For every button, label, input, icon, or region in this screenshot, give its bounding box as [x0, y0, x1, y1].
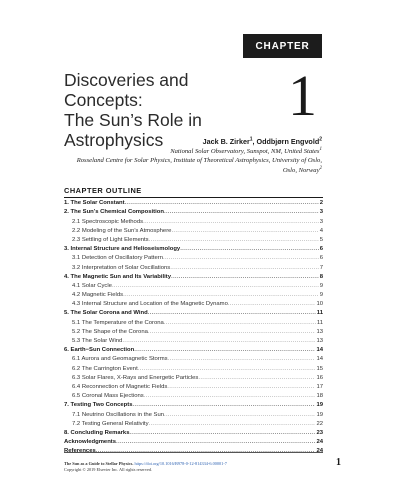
toc-entry[interactable] — [64, 308, 323, 317]
toc-entry[interactable] — [64, 363, 323, 372]
toc-entry-page: 14 — [316, 347, 323, 354]
toc-entry-label: 5.1 The Temperature of the Corona — [72, 319, 164, 326]
page-number: 1 — [336, 457, 341, 468]
toc-entry-label: 4. The Magnetic Sun and Its Variability — [64, 273, 172, 280]
toc-entry-page: 11 — [316, 319, 323, 326]
toc-leader-dots — [163, 255, 319, 262]
toc-entry-page: 3 — [319, 209, 323, 216]
toc-entry-page: 8 — [319, 273, 323, 280]
toc-leader-dots — [116, 439, 315, 446]
toc-entry-page: 16 — [316, 374, 323, 381]
toc-entry-label: 6.4 Reconnection of Magnetic Fields — [72, 383, 168, 390]
toc-entry-page: 6 — [319, 255, 323, 262]
toc-entry[interactable] — [64, 235, 323, 244]
chapter-title-line: Discoveries and Concepts: — [64, 70, 189, 110]
affiliation — [170, 147, 322, 156]
toc-entry-label: 6.3 Solar Flares, X-Rays and Energetic Particles — [72, 374, 199, 381]
toc-entry[interactable] — [64, 373, 323, 382]
toc-leader-dots — [228, 301, 316, 308]
toc-entry[interactable] — [64, 382, 323, 391]
toc-leader-dots — [143, 219, 319, 226]
toc-entry-label: 3.1 Detection of Oscillatory Pattern — [72, 255, 164, 262]
toc-entry-label: 7.2 Testing General Relativity — [72, 420, 149, 427]
toc-entry-label: 2.1 Spectroscopic Methods — [72, 218, 144, 225]
chapter-number: 1 — [288, 63, 317, 128]
toc-entry-page: 18 — [316, 393, 323, 400]
toc-entry-label: Acknowledgments — [64, 439, 117, 446]
toc-entry-page: 2 — [319, 200, 323, 207]
toc-leader-dots — [149, 237, 319, 244]
toc-entry[interactable] — [64, 272, 323, 281]
toc-leader-dots — [180, 246, 319, 253]
toc-entry-page: 5 — [319, 236, 323, 243]
author-name: Oddbjørn Engvold — [256, 137, 320, 146]
toc-leader-dots — [168, 356, 316, 363]
toc-entry-label: 2.3 Settling of Light Elements — [72, 236, 149, 243]
toc-entry-label: 7. Testing Two Concepts — [64, 402, 133, 409]
author-separator: , — [252, 137, 257, 146]
toc-leader-dots — [129, 430, 315, 437]
toc-entry-label: 6.2 The Carrington Event — [72, 365, 138, 372]
toc-entry-page: 24 — [316, 439, 323, 446]
chapter-title-line: The Sun’s Role in — [64, 110, 202, 130]
toc-leader-dots — [138, 366, 316, 373]
footer-book-title: The Sun as a Guide to Stellar Physics. — [64, 461, 134, 466]
author-name: Jack B. Zirker — [202, 137, 250, 146]
toc-leader-dots — [148, 329, 316, 336]
toc-leader-dots — [164, 320, 316, 327]
toc-entry-label: 4.2 Magnetic Fields — [72, 292, 124, 299]
toc-leader-dots — [125, 200, 319, 207]
toc-leader-dots — [112, 283, 319, 290]
toc-leader-dots — [123, 292, 319, 299]
toc-entry-label: 6. Earth−Sun Connection — [64, 347, 135, 354]
toc-leader-dots — [171, 228, 318, 235]
toc-entry-page: 15 — [316, 365, 323, 372]
toc-leader-dots — [133, 402, 316, 409]
toc-entry-label: 6.1 Aurora and Geomagnetic Storms — [72, 356, 168, 363]
toc-entry-page: 23 — [316, 429, 323, 436]
toc-entry-page: 9 — [319, 292, 323, 299]
chapter-title-line: Astrophysics — [64, 130, 164, 150]
toc-entry[interactable] — [64, 281, 323, 290]
toc-entry[interactable] — [64, 327, 323, 336]
toc-entry[interactable] — [64, 391, 323, 400]
toc-entry-page: 19 — [316, 402, 323, 409]
chapter-tab: CHAPTER — [243, 34, 322, 58]
toc-entry-label: 3.2 Interpretation of Solar Oscillations — [72, 264, 171, 271]
toc-entry-label: 4.3 Internal Structure and Location of the Magnetic Dynamo — [72, 301, 228, 308]
toc-entry[interactable] — [64, 428, 323, 437]
toc-entry-page: 11 — [316, 310, 323, 317]
toc-entry[interactable] — [64, 419, 323, 428]
outline-bottom-divider — [64, 452, 323, 453]
toc-entry-page: 13 — [316, 328, 323, 335]
toc-entry[interactable] — [64, 400, 323, 409]
toc-leader-dots — [170, 265, 318, 272]
toc-leader-dots — [198, 375, 315, 382]
chapter-outline-heading: CHAPTER OUTLINE — [64, 186, 142, 195]
toc-entry[interactable] — [64, 226, 323, 235]
affiliation — [283, 166, 322, 175]
toc-entry[interactable] — [64, 198, 323, 207]
toc-entry-label: 3. Internal Structure and Helioseismology — [64, 246, 181, 253]
toc-entry-page: 17 — [316, 383, 323, 390]
toc-entry-label: 6.5 Coronal Mass Ejections — [72, 393, 144, 400]
toc-entry[interactable] — [64, 216, 323, 225]
author-line — [190, 137, 322, 146]
toc-entry-page: 14 — [316, 356, 323, 363]
toc-leader-dots — [167, 384, 315, 391]
toc-entry[interactable] — [64, 244, 323, 253]
toc-entry-page: 3 — [319, 218, 323, 225]
affiliation — [77, 156, 322, 165]
footer-doi-link[interactable]: https://doi.org/10.1016/B978-0-12-814334-6.00001-7 — [134, 461, 227, 466]
toc-entry-page: 4 — [319, 227, 323, 234]
toc-entry-label: 2.2 Modeling of the Sun’s Atmosphere — [72, 227, 172, 234]
toc-leader-dots — [149, 421, 316, 428]
toc-entry-label: References — [64, 448, 96, 455]
affiliation-text: National Solar Observatory, Sunspot, NM, United States — [170, 148, 320, 155]
author-affiliation-mark: 2 — [319, 136, 322, 143]
affiliation-mark: 1 — [319, 146, 322, 152]
toc-entry[interactable] — [64, 262, 323, 271]
toc-entry-label: 4.1 Solar Cycle — [72, 282, 112, 289]
toc-entry[interactable] — [64, 354, 323, 363]
toc-entry[interactable] — [64, 437, 323, 446]
toc-leader-dots — [122, 338, 315, 345]
toc-entry-page: 9 — [319, 282, 323, 289]
toc-entry-label: 5.3 The Solar Wind — [72, 338, 123, 344]
toc-entry[interactable] — [64, 317, 323, 326]
toc-entry-label: 2. The Sun’s Chemical Composition — [64, 209, 164, 216]
toc-entry[interactable] — [64, 409, 323, 418]
toc-entry[interactable] — [64, 446, 323, 455]
toc-entry[interactable] — [64, 207, 323, 216]
author-affiliation-mark: 1 — [249, 136, 253, 143]
toc-entry[interactable] — [64, 345, 323, 354]
footer-copyright: Copyright © 2019 Elsevier Inc. All rights reserved. — [64, 467, 153, 472]
page-footer — [64, 461, 227, 473]
toc-entry[interactable] — [64, 290, 323, 299]
toc-entry[interactable] — [64, 253, 323, 262]
toc-entry-label: 5. The Solar Corona and Wind — [64, 310, 148, 317]
toc-entry-page: 7 — [319, 264, 323, 271]
toc-entry[interactable] — [64, 299, 323, 308]
affiliation-text: Rosseland Centre for Solar Physics, Institute of Theoretical Astrophysics, University of Oslo, — [76, 157, 322, 164]
toc-leader-dots — [148, 310, 316, 317]
toc-leader-dots — [164, 412, 315, 419]
toc-entry-page: 19 — [316, 411, 323, 418]
toc-entry[interactable] — [64, 336, 323, 345]
table-of-contents — [64, 198, 323, 455]
toc-entry-page: 24 — [316, 448, 323, 455]
toc-entry-label: 8. Concluding Remarks — [64, 429, 130, 436]
toc-leader-dots — [164, 209, 319, 216]
toc-entry-page: 6 — [319, 246, 323, 253]
toc-entry-label: 7.1 Neutrino Oscillations in the Sun — [72, 411, 165, 418]
toc-entry-page: 10 — [316, 301, 323, 308]
toc-entry-page: 13 — [316, 338, 323, 344]
toc-leader-dots — [144, 393, 316, 400]
toc-entry-label: 5.2 The Shape of the Corona — [72, 328, 148, 335]
affiliation-text: Oslo, Norway — [282, 167, 320, 174]
toc-entry-label: 1. The Solar Constant — [64, 200, 125, 207]
toc-leader-dots — [134, 347, 315, 354]
toc-leader-dots — [171, 274, 319, 281]
affiliation-mark: 2 — [319, 165, 322, 171]
toc-entry-page: 22 — [316, 420, 323, 427]
